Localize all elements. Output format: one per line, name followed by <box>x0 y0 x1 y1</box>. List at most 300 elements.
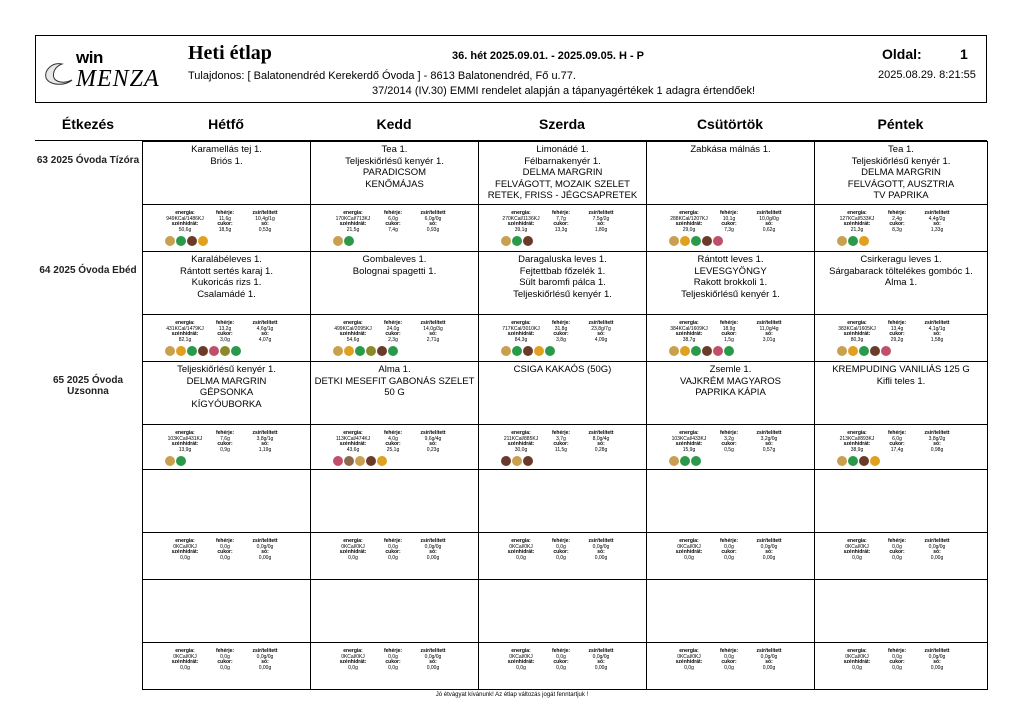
allergen-icons <box>837 346 891 356</box>
nutrition-value: 0,0g/0g <box>928 653 946 660</box>
nutrition-value: 0,0g <box>892 543 902 550</box>
nutrition-label: zsír/telített <box>588 320 614 326</box>
allergen-icon <box>691 456 701 466</box>
nutrition-label: energia: <box>511 430 531 436</box>
allergen-icon <box>187 236 197 246</box>
allergen-icon <box>713 346 723 356</box>
nutrition-label: fehérje: <box>215 538 235 544</box>
allergen-icons <box>333 346 398 356</box>
nutrition-label: fehérje: <box>551 210 571 216</box>
nutrition-label: fehérje: <box>383 320 403 326</box>
logo-win-text: win <box>76 48 103 67</box>
nutrition-label: szénhidrát: <box>507 221 535 228</box>
nutrition-label: energia: <box>679 648 699 654</box>
menu-cell <box>478 469 647 580</box>
nutrition-label: fehérje: <box>215 210 235 216</box>
nutrition-label: cukor: <box>889 441 905 448</box>
nutrition-label: zsír/telített <box>252 210 278 216</box>
nutrition-value: 499KCal/2095KJ <box>334 325 372 332</box>
nutrition-value: 7,7g <box>556 215 566 222</box>
menu-item: PARADICSOM <box>362 167 427 178</box>
menu-item: Teljeskiőrlésű kenyér 1. <box>513 288 612 300</box>
nutrition-value: 4,07g <box>258 336 272 343</box>
allergen-icon <box>165 236 175 246</box>
nutrition-label: fehérje: <box>383 538 403 544</box>
nutrition-label: cukor: <box>385 331 401 338</box>
allergen-icon <box>881 346 891 356</box>
nutrition-value: 0KCal/0KJ <box>173 543 197 550</box>
nutrition-value: 0,00g <box>930 664 944 671</box>
allergen-icons <box>669 236 723 246</box>
nutrition-label: szénhidrát: <box>507 549 535 556</box>
menu-items <box>479 254 646 300</box>
nutrition-table <box>837 649 957 671</box>
nutrition-value: 0,0g <box>684 554 694 561</box>
menu-items <box>311 364 478 399</box>
menu-items <box>815 254 987 289</box>
menu-cell <box>142 469 311 580</box>
moon-logo-icon <box>42 60 76 86</box>
nutrition-label: só: <box>765 549 773 556</box>
allergen-icon <box>702 346 712 356</box>
nutrition-value: 0,0g <box>348 554 358 561</box>
nutrition-label: szénhidrát: <box>339 549 367 556</box>
nutrition-label: só: <box>429 441 437 448</box>
nutrition-label: fehérje: <box>383 210 403 216</box>
nutrition-value: 127KCal/533KJ <box>839 215 875 222</box>
nutrition-box <box>311 204 478 251</box>
nutrition-value: 18,5g <box>218 226 232 233</box>
nutrition-label: energia: <box>679 430 699 436</box>
menu-item: Kifli teles 1. <box>876 375 926 387</box>
allergen-icon <box>198 346 208 356</box>
nutrition-label: szénhidrát: <box>843 331 871 338</box>
nutrition-value: 0,0g <box>516 664 526 671</box>
column-header-5: Péntek <box>877 116 924 132</box>
nutrition-table <box>669 321 789 343</box>
nutrition-label: cukor: <box>721 659 737 666</box>
allergen-icon <box>837 346 847 356</box>
nutrition-value: 15,9g <box>682 446 696 453</box>
menu-item: Alma 1. <box>884 277 918 288</box>
nutrition-label: zsír/telített <box>588 430 614 436</box>
nutrition-box <box>647 314 814 361</box>
nutrition-label: fehérje: <box>719 538 739 544</box>
nutrition-value: 0,00g <box>930 554 944 561</box>
nutrition-label: szénhidrát: <box>843 221 871 228</box>
nutrition-box <box>479 424 646 469</box>
nutrition-value: 38,9g <box>850 446 864 453</box>
nutrition-table <box>165 539 285 561</box>
allergen-icon <box>859 346 869 356</box>
allergen-icon <box>870 346 880 356</box>
nutrition-value: 14,0g/3g <box>423 325 443 332</box>
nutrition-value: 0,0g/0g <box>760 653 778 660</box>
nutrition-value: 0,0g <box>516 554 526 561</box>
nutrition-label: só: <box>933 221 941 228</box>
nutrition-box <box>815 424 987 469</box>
nutrition-label: szénhidrát: <box>675 659 703 666</box>
allergen-icon <box>669 236 679 246</box>
allergen-icon <box>176 456 186 466</box>
menu-item: Karamellás tej 1. <box>191 144 262 155</box>
nutrition-table <box>837 431 957 453</box>
nutrition-label: só: <box>429 549 437 556</box>
nutrition-value: 3,2g <box>724 435 734 442</box>
nutrition-table <box>165 649 285 671</box>
nutrition-label: szénhidrát: <box>171 221 199 228</box>
nutrition-label: só: <box>765 221 773 228</box>
nutrition-value: 0,0g <box>852 664 862 671</box>
menu-items <box>815 144 987 202</box>
allergen-icon <box>545 346 555 356</box>
footer-note: Jó étvágyat kívánunk! Az étlap változás jogát fenntartjuk ! <box>435 692 589 698</box>
nutrition-label: fehérje: <box>215 648 235 654</box>
allergen-icon <box>501 346 511 356</box>
nutrition-label: fehérje: <box>887 538 907 544</box>
page-label: Oldal: <box>882 46 922 62</box>
nutrition-label: só: <box>933 331 941 338</box>
menu-item: KÍGYÓUBORKA <box>191 398 262 410</box>
nutrition-label: cukor: <box>217 549 233 556</box>
nutrition-label: fehérje: <box>551 648 571 654</box>
nutrition-value: 2,71g <box>426 336 440 343</box>
allergen-icon <box>333 346 343 356</box>
menu-item: Teljeskiőrlésű kenyér 1. <box>177 364 276 375</box>
nutrition-value: 0,0g/0g <box>256 543 274 550</box>
menu-items <box>311 144 478 190</box>
nutrition-value: 170KCal/713KJ <box>335 215 371 222</box>
nutrition-value: 39,1g <box>514 226 528 233</box>
allergen-icon <box>669 346 679 356</box>
nutrition-label: fehérje: <box>383 648 403 654</box>
allergen-icon <box>837 456 847 466</box>
nutrition-value: 23,8g/7g <box>591 325 611 332</box>
menu-items <box>143 144 310 167</box>
column-header-3: Szerda <box>539 116 585 132</box>
nutrition-label: zsír/telített <box>756 210 782 216</box>
nutrition-value: 0,0g <box>388 653 398 660</box>
menu-item: DELMA MARGRIN <box>522 167 603 178</box>
nutrition-value: 0,0g <box>724 554 734 561</box>
nutrition-label: cukor: <box>553 659 569 666</box>
nutrition-label: cukor: <box>721 331 737 338</box>
menu-cell <box>310 469 479 580</box>
nutrition-value: 50,6g <box>178 226 192 233</box>
nutrition-label: só: <box>261 441 269 448</box>
menu-cell <box>310 251 479 362</box>
nutrition-value: 0,98g <box>930 446 944 453</box>
column-header-4: Csütörtök <box>696 116 764 132</box>
nutrition-value: 13,9g <box>178 446 192 453</box>
menu-item: KENŐMÁJAS <box>365 178 424 190</box>
menu-header <box>35 35 987 103</box>
menu-item: Karalábéleves 1. <box>191 254 262 265</box>
nutrition-label: energia: <box>175 320 195 326</box>
menu-item: Rántott sertés karaj 1. <box>180 265 273 277</box>
nutrition-value: 17,4g <box>890 446 904 453</box>
nutrition-box <box>647 424 814 469</box>
nutrition-box <box>311 424 478 469</box>
nutrition-value: 0,53g <box>258 226 272 233</box>
menu-cell <box>814 141 988 252</box>
nutrition-value: 2,4g <box>892 215 902 222</box>
nutrition-value: 0KCal/0KJ <box>341 653 365 660</box>
nutrition-label: só: <box>261 221 269 228</box>
allergen-icon <box>848 346 858 356</box>
meal-label: 63 2025 Óvoda Tízóra <box>36 155 140 166</box>
winmenza-logo <box>42 46 182 96</box>
nutrition-value: 211KCal/885KJ <box>503 435 539 442</box>
nutrition-label: energia: <box>511 320 531 326</box>
allergen-icon <box>165 346 175 356</box>
nutrition-label: cukor: <box>721 221 737 228</box>
nutrition-value: 3,8g/2g <box>928 435 946 442</box>
nutrition-table <box>669 539 789 561</box>
nutrition-value: 82,1g <box>178 336 192 343</box>
nutrition-value: 38,7g <box>682 336 696 343</box>
allergen-icon <box>501 236 511 246</box>
nutrition-table <box>501 321 621 343</box>
allergen-icon <box>523 456 533 466</box>
menu-item: Rántott leves 1. <box>697 254 764 265</box>
nutrition-label: cukor: <box>385 659 401 666</box>
menu-items <box>479 144 646 202</box>
nutrition-value: 0KCal/0KJ <box>173 653 197 660</box>
regulation-note: 37/2014 (IV.30) EMMI rendelet alapján a tápanyagértékek 1 adagra értendőek! <box>372 85 756 97</box>
page-number: 1 <box>960 46 968 62</box>
nutrition-value: 0KCal/0KJ <box>845 543 869 550</box>
menu-item: Daragaluska leves 1. <box>518 254 607 265</box>
nutrition-label: fehérje: <box>719 320 739 326</box>
menu-items <box>815 364 987 387</box>
nutrition-label: szénhidrát: <box>507 441 535 448</box>
nutrition-value: 0,0g/0g <box>256 653 274 660</box>
nutrition-value: 0,0g <box>892 554 902 561</box>
nutrition-label: energia: <box>679 320 699 326</box>
nutrition-value: 4,4g/2g <box>928 215 946 222</box>
nutrition-value: 10,1g <box>722 215 736 222</box>
allergen-icon <box>837 236 847 246</box>
menu-cell <box>310 579 479 690</box>
nutrition-table <box>333 321 453 343</box>
nutrition-box <box>311 642 478 689</box>
nutrition-table <box>669 211 789 233</box>
nutrition-label: só: <box>261 659 269 666</box>
owner-line: Tulajdonos: [ Balatonendréd Kerekerdő Óvoda ] - 8613 Balatonendréd, Fő u.77. <box>188 70 576 82</box>
nutrition-value: 43,6g <box>346 446 360 453</box>
nutrition-value: 3,8g <box>556 336 566 343</box>
menu-cell <box>646 141 815 252</box>
nutrition-label: zsír/telített <box>588 648 614 654</box>
nutrition-value: 0,0g/0g <box>424 653 442 660</box>
menu-item: VAJKRÉM MAGYAROS <box>680 375 781 387</box>
nutrition-label: cukor: <box>385 221 401 228</box>
nutrition-table <box>333 539 453 561</box>
nutrition-value: 6,0g <box>388 215 398 222</box>
print-timestamp: 2025.08.29. 8:21:55 <box>878 69 976 81</box>
nutrition-value: 0,9g <box>220 446 230 453</box>
nutrition-value: 13,3g <box>554 226 568 233</box>
nutrition-value: 0,00g <box>258 554 272 561</box>
nutrition-label: zsír/telített <box>588 538 614 544</box>
nutrition-label: energia: <box>175 538 195 544</box>
nutrition-label: szénhidrát: <box>339 331 367 338</box>
allergen-icons <box>333 456 387 466</box>
nutrition-label: energia: <box>511 210 531 216</box>
allergen-icons <box>501 346 555 356</box>
nutrition-value: 10,4g/1g <box>255 215 275 222</box>
nutrition-value: 11,6g <box>218 215 232 222</box>
menu-item: TV PAPRIKA <box>873 190 929 201</box>
nutrition-label: zsír/telített <box>924 210 950 216</box>
nutrition-label: fehérje: <box>887 320 907 326</box>
allergen-icon <box>198 236 208 246</box>
nutrition-value: 0,0g/0g <box>592 653 610 660</box>
menu-item: DETKI MESEFIT GABONÁS SZELET <box>314 375 475 387</box>
nutrition-label: energia: <box>679 210 699 216</box>
nutrition-value: 270KCal/1136KJ <box>502 215 540 222</box>
nutrition-label: zsír/telített <box>252 648 278 654</box>
nutrition-label: só: <box>765 331 773 338</box>
nutrition-table <box>165 211 285 233</box>
menu-cell <box>142 579 311 690</box>
nutrition-value: 0,0g <box>388 554 398 561</box>
nutrition-label: zsír/telített <box>252 320 278 326</box>
nutrition-label: cukor: <box>385 549 401 556</box>
nutrition-value: 103KCal/431KJ <box>167 435 203 442</box>
nutrition-value: 0,0g/0g <box>760 543 778 550</box>
menu-item: DELMA MARGRIN <box>861 167 941 178</box>
nutrition-value: 0,00g <box>426 664 440 671</box>
nutrition-label: fehérje: <box>887 210 907 216</box>
nutrition-label: cukor: <box>217 221 233 228</box>
menu-item: Teljeskiőrlésű kenyér 1. <box>851 155 951 167</box>
nutrition-value: 0,0g <box>388 664 398 671</box>
nutrition-value: 1,58g <box>930 336 944 343</box>
nutrition-label: zsír/telített <box>756 320 782 326</box>
meal-label: 64 2025 Óvoda Ebéd <box>39 265 137 276</box>
nutrition-value: 383KCal/1605KJ <box>838 325 876 332</box>
nutrition-table <box>669 431 789 453</box>
nutrition-value: 11,5g <box>554 446 568 453</box>
nutrition-label: cukor: <box>889 221 905 228</box>
nutrition-box <box>143 424 310 469</box>
allergen-icon <box>355 346 365 356</box>
nutrition-value: 0,00g <box>762 554 776 561</box>
nutrition-value: 0,0g <box>724 653 734 660</box>
nutrition-label: só: <box>597 441 605 448</box>
nutrition-table <box>837 539 957 561</box>
nutrition-label: cukor: <box>553 549 569 556</box>
menu-item: Briós 1. <box>210 155 243 167</box>
nutrition-value: 0,0g <box>180 554 190 561</box>
nutrition-value: 4,09g <box>594 336 608 343</box>
nutrition-label: só: <box>933 659 941 666</box>
nutrition-value: 4,1g/1g <box>928 325 946 332</box>
nutrition-value: 0KCal/0KJ <box>509 543 533 550</box>
nutrition-value: 0,0g <box>556 543 566 550</box>
nutrition-value: 0,93g <box>426 226 440 233</box>
allergen-icon <box>344 236 354 246</box>
nutrition-value: 0,62g <box>762 226 776 233</box>
nutrition-table <box>165 321 285 343</box>
menu-item: Teljeskiőrlésű kenyér 1. <box>681 288 780 300</box>
allergen-icon <box>523 346 533 356</box>
menu-cell <box>814 469 988 580</box>
nutrition-value: 7,6g <box>220 435 230 442</box>
nutrition-value: 384KCal/1609KJ <box>670 325 708 332</box>
nutrition-label: szénhidrát: <box>675 549 703 556</box>
menu-cell <box>646 251 815 362</box>
allergen-icon <box>848 456 858 466</box>
nutrition-label: energia: <box>847 320 867 326</box>
allergen-icon <box>724 346 734 356</box>
allergen-icon <box>669 456 679 466</box>
nutrition-label: szénhidrát: <box>675 331 703 338</box>
menu-item: Teljeskiőrlésű kenyér 1. <box>345 155 444 167</box>
nutrition-value: 3,8g/1g <box>256 435 274 442</box>
nutrition-table <box>333 431 453 453</box>
nutrition-label: só: <box>933 549 941 556</box>
nutrition-value: 24,0g <box>386 325 400 332</box>
nutrition-label: energia: <box>343 210 363 216</box>
menu-item: CSIGA KAKAÓS (50G) <box>513 364 612 375</box>
nutrition-label: só: <box>765 659 773 666</box>
nutrition-label: szénhidrát: <box>339 659 367 666</box>
menu-item: DELMA MARGRIN <box>186 375 267 387</box>
nutrition-label: szénhidrát: <box>339 221 367 228</box>
nutrition-value: 0,00g <box>594 664 608 671</box>
menu-item: Kukoricás rizs 1. <box>191 277 262 288</box>
nutrition-label: szénhidrát: <box>675 221 703 228</box>
nutrition-box <box>647 642 814 689</box>
nutrition-label: energia: <box>847 538 867 544</box>
allergen-icon <box>366 346 376 356</box>
nutrition-box <box>479 642 646 689</box>
nutrition-label: só: <box>597 221 605 228</box>
nutrition-label: zsír/telített <box>420 430 446 436</box>
nutrition-label: cukor: <box>721 441 737 448</box>
nutrition-label: cukor: <box>889 331 905 338</box>
menu-item: Rakott brokkoli 1. <box>693 277 768 288</box>
nutrition-value: 80,3g <box>850 336 864 343</box>
nutrition-label: zsír/telített <box>252 430 278 436</box>
nutrition-value: 0KCal/0KJ <box>341 543 365 550</box>
menu-cell <box>310 361 479 470</box>
menu-cell <box>814 579 988 690</box>
menu-item: Limonádé 1. <box>536 144 589 155</box>
nutrition-value: 0,0g/0g <box>928 543 946 550</box>
menu-cell <box>142 361 311 470</box>
nutrition-label: szénhidrát: <box>339 441 367 448</box>
nutrition-value: 0,0g <box>348 664 358 671</box>
allergen-icons <box>165 346 241 356</box>
menu-item: GÉPSONKA <box>199 387 254 398</box>
allergen-icon <box>355 456 365 466</box>
nutrition-value: 7,3g <box>724 226 734 233</box>
menu-cell <box>478 141 647 252</box>
nutrition-label: zsír/telített <box>252 538 278 544</box>
menu-item: Csirkeragu leves 1. <box>860 254 942 265</box>
nutrition-label: cukor: <box>553 221 569 228</box>
nutrition-label: cukor: <box>553 331 569 338</box>
allergen-icon <box>713 236 723 246</box>
menu-item: Sült baromfi pálca 1. <box>519 277 606 288</box>
nutrition-value: 0,28g <box>594 446 608 453</box>
nutrition-label: só: <box>429 221 437 228</box>
nutrition-value: 0,0g <box>892 664 902 671</box>
